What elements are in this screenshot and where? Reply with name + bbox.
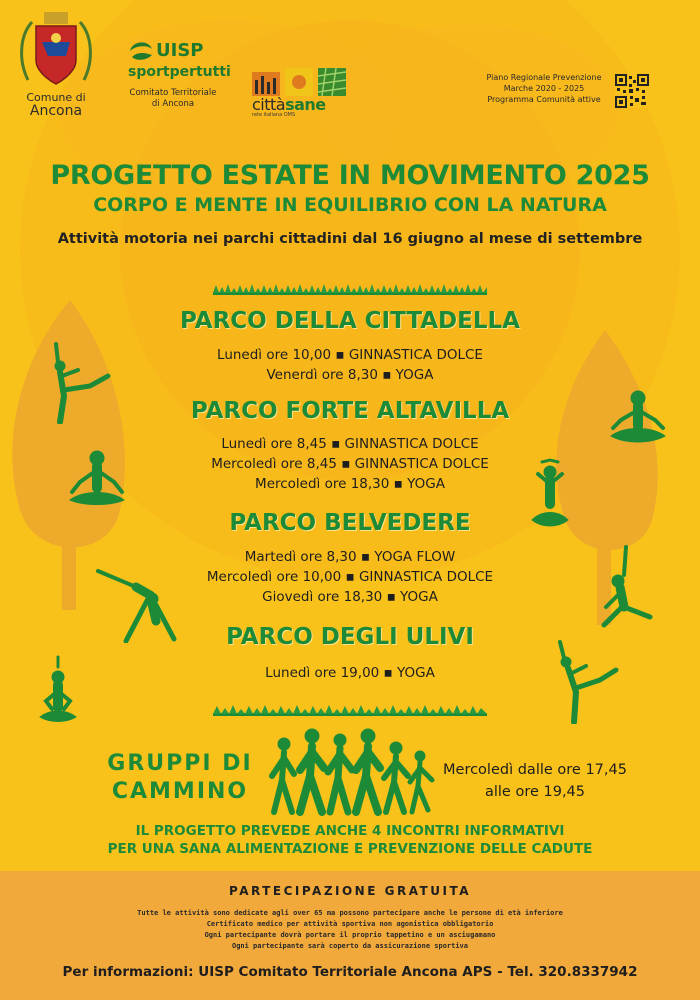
main-title: PROGETTO ESTATE IN MOVIMENTO 2025: [50, 160, 650, 191]
park-title-belvedere: PARCO BELVEDERE: [229, 510, 471, 536]
park-title-cittadella: PARCO DELLA CITTADELLA: [180, 308, 520, 334]
info-meetings: [0, 822, 700, 858]
piano-line2: Marche 2020 - 2025: [503, 84, 585, 93]
walking-time: [430, 759, 640, 803]
walking-time-line1: Mercoledì dalle ore 17,45: [443, 762, 627, 778]
grass-divider-icon: [213, 704, 487, 718]
schedule-line: Lunedì ore 10,00 ▪ GINNASTICA DOLCE: [217, 347, 483, 363]
comune-name: [16, 92, 96, 119]
yoga-figure-icon: [38, 655, 78, 725]
walking-time-line2: alle ore 19,45: [484, 784, 586, 800]
comune-line2: Ancona: [29, 103, 83, 119]
sub-title: CORPO E MENTE IN EQUILIBRIO CON LA NATURA: [93, 194, 607, 216]
yoga-figure-icon: [596, 545, 658, 629]
park-title-altavilla: PARCO FORTE ALTAVILLA: [190, 398, 510, 424]
schedule-line: Giovedì ore 18,30 ▪ YOGA: [262, 589, 438, 605]
yoga-figure-icon: [96, 565, 180, 643]
qr-code-icon[interactable]: [615, 74, 649, 108]
schedule-line: Mercoledì ore 18,30 ▪ YOGA: [255, 476, 445, 492]
walking-groups-title: [100, 750, 260, 806]
footer-note: Ogni partecipante sarà coperto da assicurazione sportiva: [231, 942, 468, 950]
schedule-line: Venerdì ore 8,30 ▪ YOGA: [266, 367, 434, 383]
schedule-line: Martedì ore 8,30 ▪ YOGA FLOW: [244, 549, 456, 565]
info-line2: PER UNA SANA ALIMENTAZIONE E PREVENZIONE DELLE CADUTE: [107, 841, 593, 857]
park-title-ulivi: PARCO DEGLI ULIVI: [226, 624, 474, 650]
yoga-figure-icon: [607, 388, 669, 446]
period-text: Attività motoria nei parchi cittadini dal 16 giugno al mese di settembre: [57, 231, 643, 247]
yoga-figure-icon: [64, 448, 130, 510]
schedule-line: Lunedì ore 19,00 ▪ YOGA: [265, 665, 435, 681]
comune-crest-icon: [18, 10, 94, 92]
uisp-name: UISP: [156, 40, 204, 61]
info-line1: IL PROGETTO PREVEDE ANCHE 4 INCONTRI INFORMATIVI: [135, 823, 565, 839]
uisp-sub-line1: Comitato Territoriale: [129, 88, 217, 98]
uisp-logo-icon: [128, 39, 154, 61]
yoga-figure-icon: [38, 340, 114, 424]
uisp-tagline: sportpertutti: [128, 64, 231, 80]
citta-part1: città: [252, 95, 286, 114]
piano-line1: Piano Regionale Prevenzione: [486, 73, 602, 82]
piano-line3: Programma Comunità attive: [487, 95, 601, 104]
schedule-line: Mercoledì ore 8,45 ▪ GINNASTICA DOLCE: [211, 456, 489, 472]
uisp-sub-line2: di Ancona: [151, 99, 195, 109]
walking-title-line2: CAMMINO: [111, 779, 249, 804]
walking-group-icon: [268, 726, 436, 816]
yoga-figure-icon: [528, 458, 572, 530]
footer-note: Ogni partecipante dovrà portare il proprio tappetino e un asciugamano: [204, 931, 496, 939]
citta-part2: sane: [285, 95, 326, 114]
grass-divider-icon: [213, 283, 487, 297]
citta-sane-logo-icon: [252, 66, 348, 96]
footer-notes: [0, 908, 700, 952]
schedule-line: Mercoledì ore 10,00 ▪ GINNASTICA DOLCE: [206, 569, 494, 585]
yoga-figure-icon: [546, 640, 622, 724]
walking-title-line1: GRUPPI DI: [107, 751, 253, 776]
contact-info[interactable]: Per informazioni: UISP Comitato Territoriale Ancona APS - Tel. 320.8337942: [62, 964, 638, 980]
citta-sane-sub: rete italiana OMS: [252, 112, 296, 118]
schedule-line: Lunedì ore 8,45 ▪ GINNASTICA DOLCE: [221, 436, 479, 452]
piano-regionale: [480, 72, 608, 105]
footer-note: Certificato medico per attività sportiva non agonistica obbligatorio: [206, 920, 494, 928]
comune-line1: Comune di: [26, 91, 86, 104]
footer-note: Tutte le attività sono dedicate agli over 65 ma possono partecipare anche le persone di età inferiore: [137, 909, 563, 917]
free-participation: PARTECIPAZIONE GRATUITA: [229, 884, 471, 898]
uisp-committee: [118, 88, 228, 110]
